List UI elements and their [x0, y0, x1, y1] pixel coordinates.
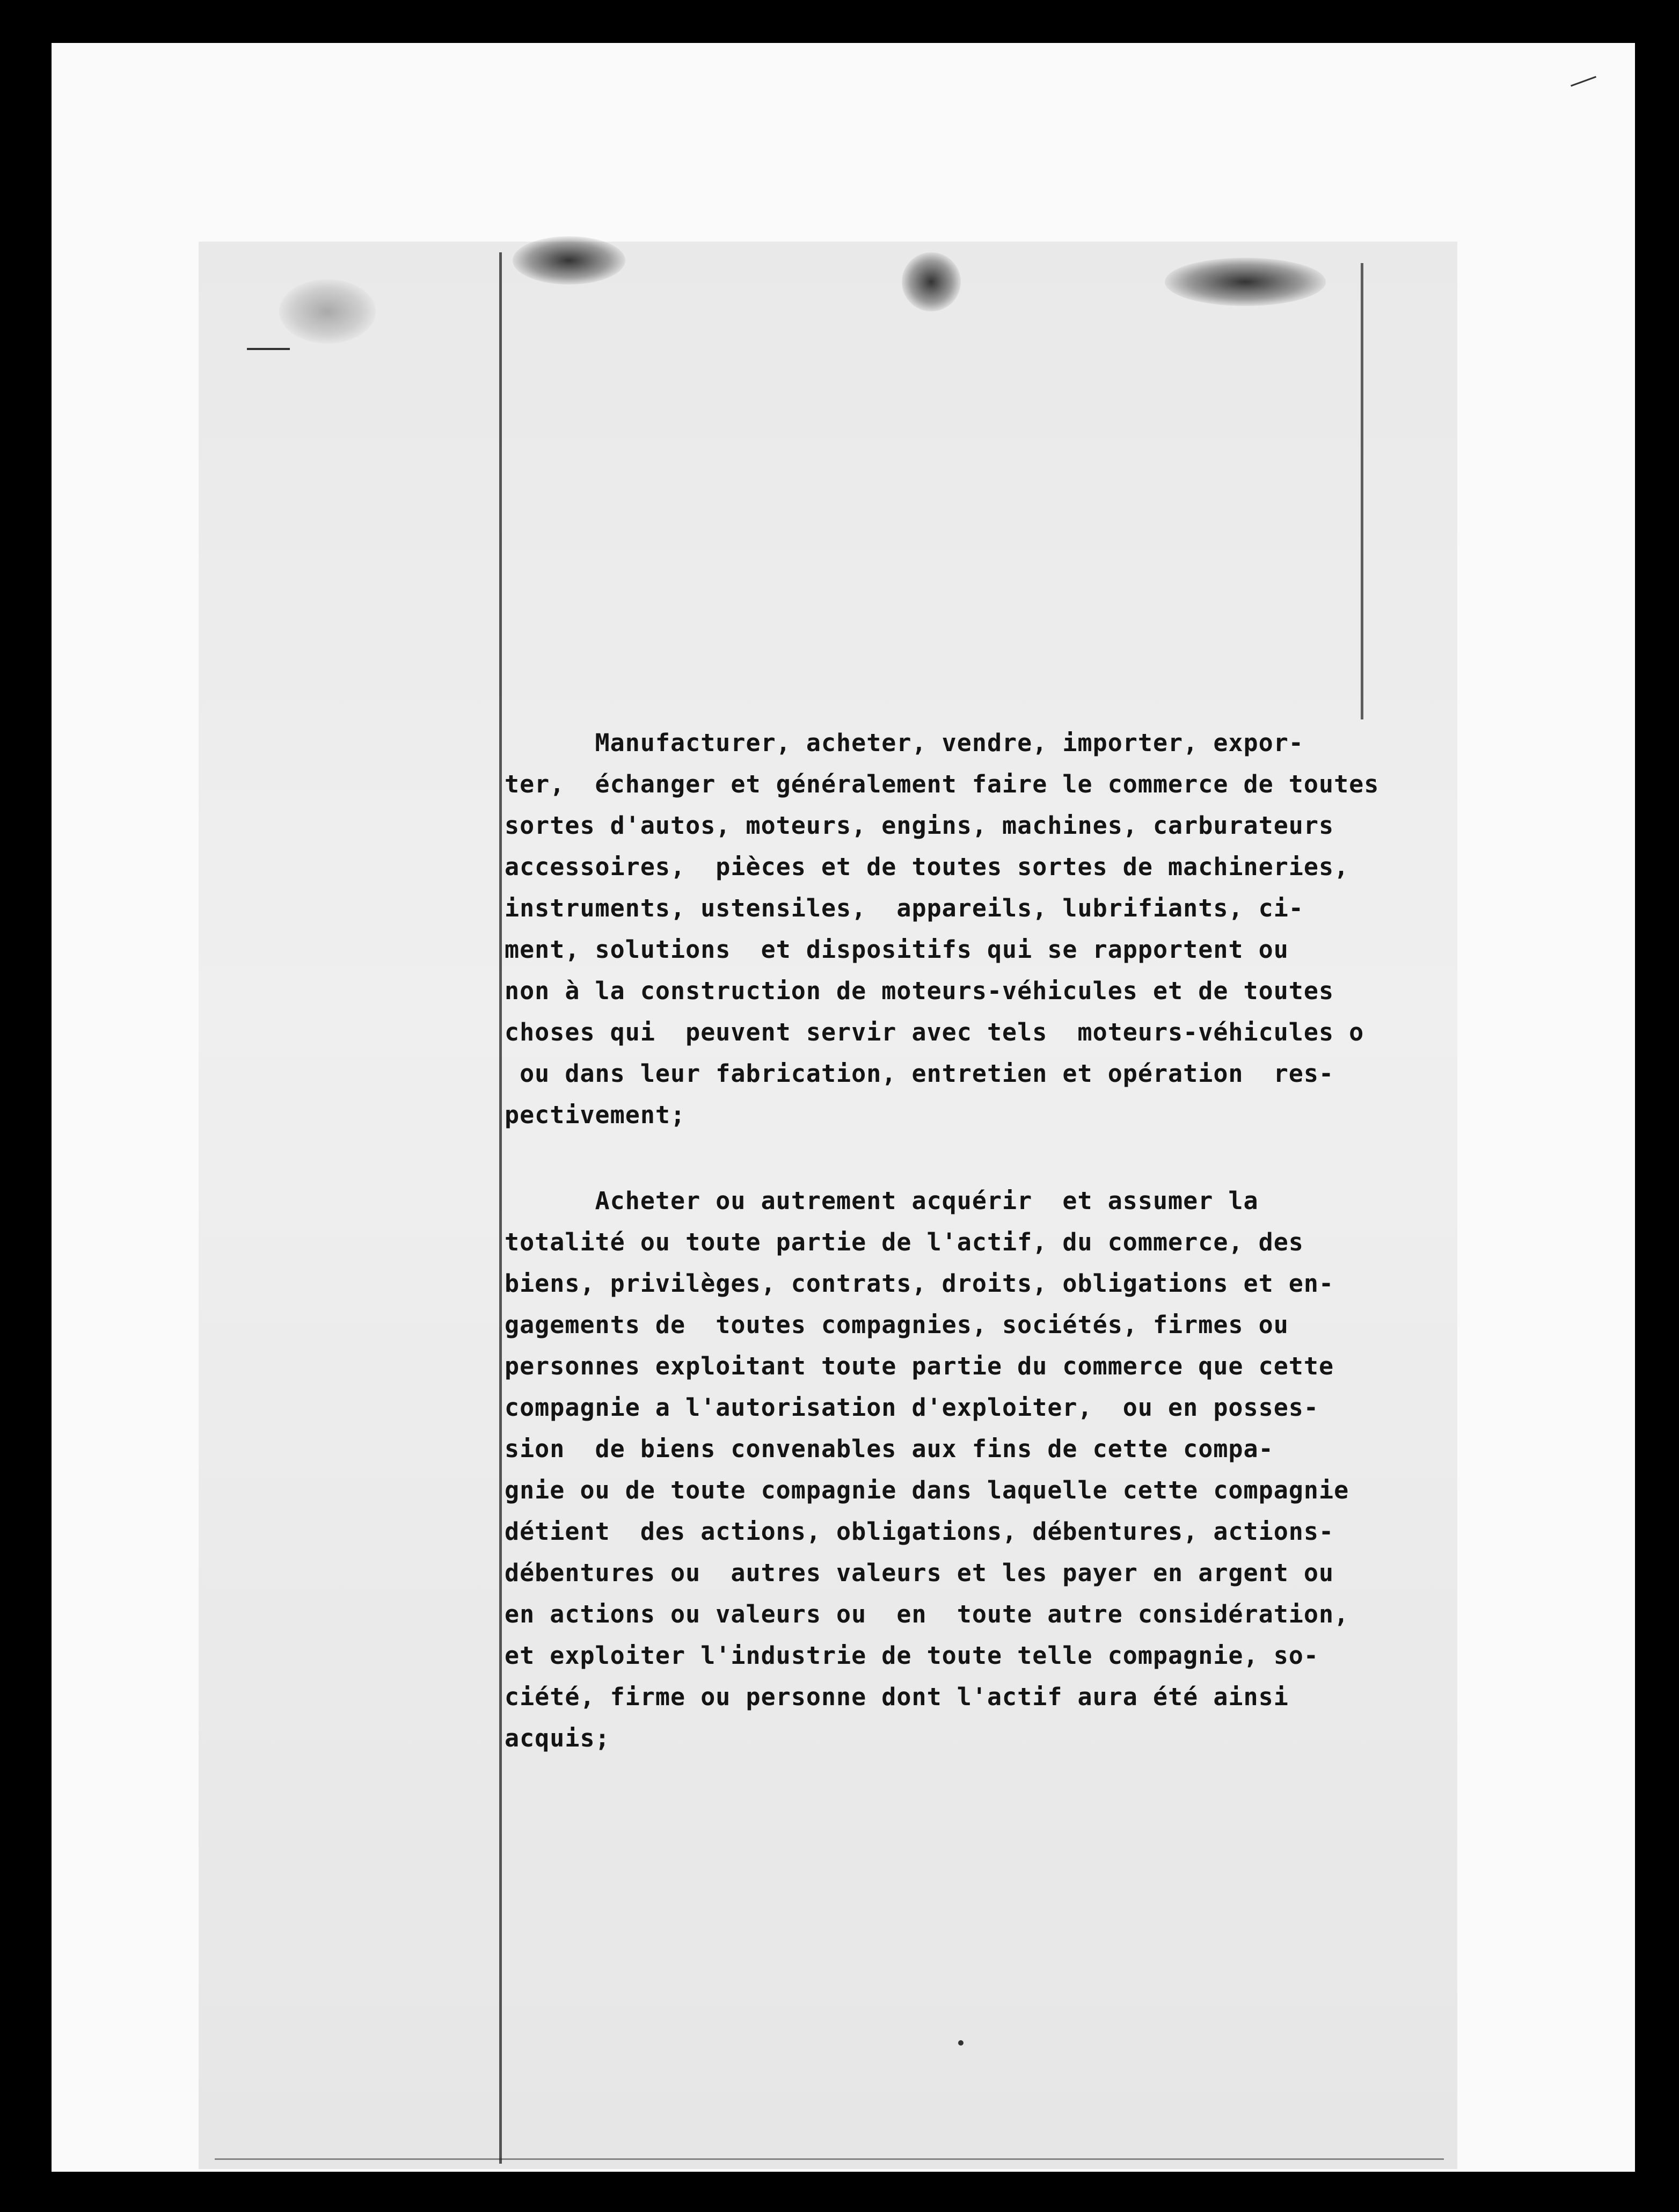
text-line: Acheter ou autrement acquérir et assumer la — [505, 1187, 1259, 1215]
paragraph — [505, 722, 1379, 1136]
text-line: ciété, firme ou personne dont l'actif aura été ainsi — [505, 1683, 1289, 1711]
bottom-edge-rule — [215, 2158, 1444, 2160]
dot-mark-bottom — [958, 2040, 963, 2046]
ink-smudge-top-center — [902, 252, 961, 311]
punch-mark-left — [247, 348, 290, 350]
text-line: sion de biens convenables aux fins de cette compa- — [505, 1435, 1274, 1463]
text-line: et exploiter l'industrie de toute telle compagnie, so- — [505, 1641, 1319, 1670]
text-line: compagnie a l'autorisation d'exploiter, ou en posses- — [505, 1393, 1319, 1422]
text-line: en actions ou valeurs ou en toute autre considération, — [505, 1600, 1349, 1628]
text-line: gagements de toutes compagnies, sociétés, firmes ou — [505, 1311, 1289, 1339]
text-line: ment, solutions et dispositifs qui se rapportent ou — [505, 935, 1289, 964]
text-line: pectivement; — [505, 1101, 686, 1129]
text-line: non à la construction de moteurs-véhicules et de toutes — [505, 977, 1334, 1005]
paragraph — [505, 1180, 1353, 1759]
document-body — [505, 722, 1379, 1759]
text-line: débentures ou autres valeurs et les payer en argent ou — [505, 1559, 1334, 1587]
text-line: instruments, ustensiles, appareils, lubrifiants, ci- — [505, 894, 1304, 922]
ink-smudge-top-left — [513, 236, 625, 285]
text-line: sortes d'autos, moteurs, engins, machines, carburateurs — [505, 811, 1334, 840]
text-line: gnie ou de toute compagnie dans laquelle cette compagnie — [505, 1476, 1349, 1504]
text-line: choses qui peuvent servir avec tels moteurs-véhicules o — [505, 1018, 1364, 1046]
text-line: ou dans leur fabrication, entretien et opération res- — [505, 1059, 1334, 1088]
text-line: Manufacturer, acheter, vendre, importer, expor- — [505, 729, 1304, 757]
text-line: détient des actions, obligations, débentures, actions- — [505, 1517, 1334, 1546]
ink-smudge-top-right — [1165, 258, 1326, 306]
text-line: ter, échanger et généralement faire le commerce de toutes — [505, 770, 1379, 798]
right-edge-rule — [1361, 263, 1363, 719]
text-line: acquis; — [505, 1724, 610, 1752]
paragraph-gap — [505, 1136, 1353, 1180]
text-line: biens, privilèges, contrats, droits, obligations et en- — [505, 1269, 1334, 1298]
paper-crease-top-left — [279, 279, 376, 344]
left-margin-rule — [499, 252, 502, 2164]
text-line: totalité ou toute partie de l'actif, du commerce, des — [505, 1228, 1304, 1256]
paragraph-container — [505, 722, 1379, 1759]
text-line: personnes exploitant toute partie du commerce que cette — [505, 1352, 1334, 1380]
text-line: accessoires, pièces et de toutes sortes de machineries, — [505, 853, 1349, 881]
